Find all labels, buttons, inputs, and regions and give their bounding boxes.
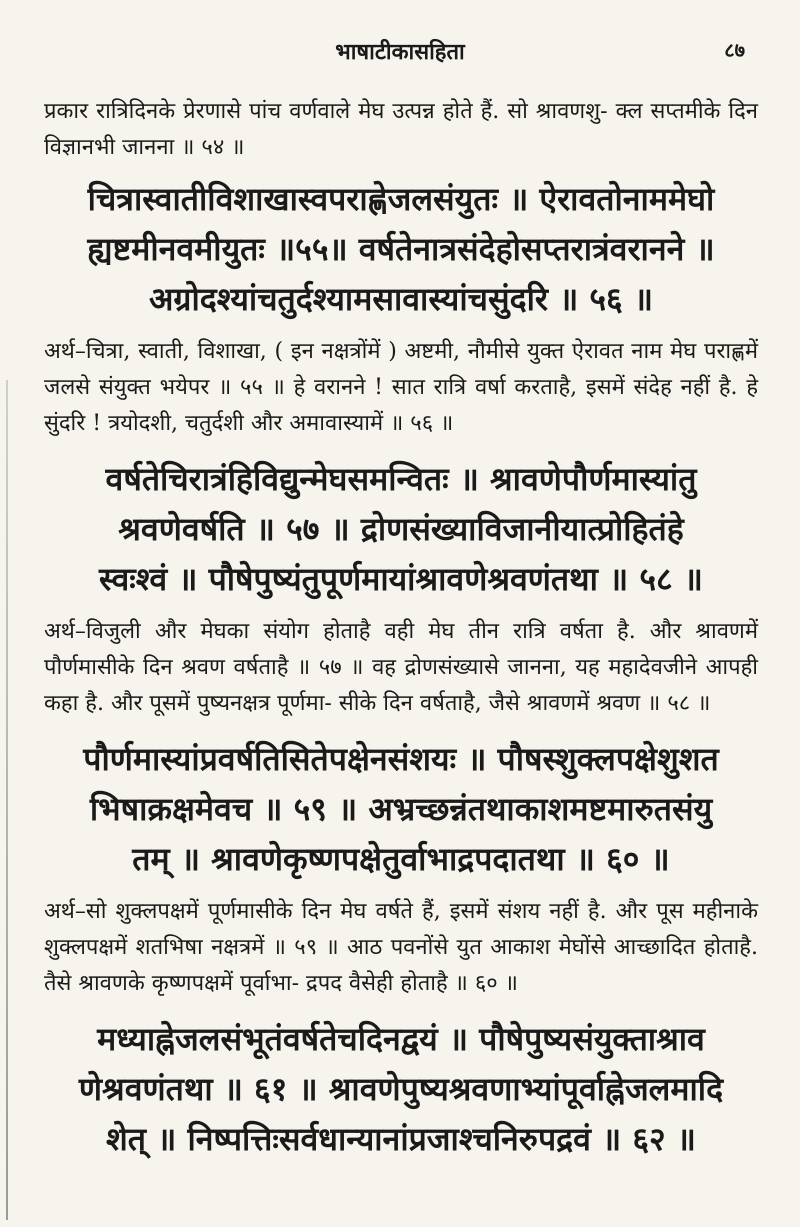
verse-line: णेश्रवणंतथा ॥ ६१ ॥ श्रावणेपुष्यश्रवणाभ्यांपूर्वाह्नेजलमादि xyxy=(78,1070,724,1108)
page-header xyxy=(0,0,800,70)
verse-line: भिषाक्रक्षमेवच ॥ ५९ ॥ अभ्रच्छन्नंतथाकाशमष्टमारुतसंयु xyxy=(89,790,713,828)
meaning-paragraph: अर्थ–विजुली और मेघका संयोग होताहै वही मेघ तीन रात्रि वर्षता है. और श्रावणमें पौर्णमासीके दिन श्रवण वर्षताहै ॥ ५७ ॥ वह द्रोणसंख्यासे जानना, यह महादेवजीने आपही कहा है. और पूसमें पुष्यनक्षत्र पूर्णमा- सीके दिन वर्षताहै, जैसे श्रावणमें श्रवण ॥ ५८ ॥ xyxy=(44,619,758,716)
block-3 xyxy=(44,734,758,1002)
verse-line: स्वःश्वं ॥ पौषेपुष्यंतुपूर्णमायांश्रावणेश्रवणंतथा ॥ ५८ ॥ xyxy=(99,560,703,598)
sanskrit-verse xyxy=(44,734,758,884)
verse-line: अग्रोदश्यांचतुर्दश्यामसावास्यांचसुंदरि ॥ ५६ ॥ xyxy=(148,280,653,318)
verse-line: ह्यष्टमीनवमीयुतः ॥५५॥ वर्षतेनात्रसंदेहोसप्तरात्रंवरानने ॥ xyxy=(87,230,715,268)
sanskrit-verse xyxy=(44,454,758,604)
page-body xyxy=(0,70,800,1164)
block-4 xyxy=(44,1014,758,1164)
meaning-paragraph: अर्थ–सो शुक्लपक्षमें पूर्णमासीके दिन मेघ वर्षते हैं, इसमें संशय नहीं है. और पूस महीनाके शुक्लपक्षमें शतभिषा नक्षत्रमें ॥ ५९ ॥ आठ पवनोंसे युत आकाश मेघोंसे आच्छादित होताहै. तैसे श्रावणके कृष्णपक्षमें पूर्वाभा- द्रपद वैसेही होताहै ॥ ६० ॥ xyxy=(44,899,758,996)
verse-line: वर्षतेचिरात्रंहिविद्युन्मेघसमन्वितः ॥ श्रावणेपौर्णमास्यांतु xyxy=(105,460,697,498)
sanskrit-verse xyxy=(44,1014,758,1164)
block-2 xyxy=(44,454,758,722)
verse-line: श्रवणेवर्षति ॥ ५७ ॥ द्रोणसंख्याविजानीयात्प्रोहितंहे xyxy=(118,510,684,548)
verse-line: शेत् ॥ निष्पत्तिःसर्वधान्यानांप्रजाश्चनिरुपद्रवं ॥ ६२ ॥ xyxy=(106,1120,696,1158)
verse-line: मध्याह्नेजलसंभूतंवर्षतेचदिनद्वयं ॥ पौषेपुष्यसंयुक्ताश्राव xyxy=(97,1020,705,1058)
running-title: भाषाटीकासहिता xyxy=(335,39,465,65)
intro-paragraph: प्रकार रात्रिदिनके प्रेरणासे पांच वर्णवाले मेघ उत्पन्न होते हैं. सो श्रावणशु- क्ल सप्तमीके दिन विज्ञानभी जानना ॥ ५४ ॥ xyxy=(44,99,758,160)
verse-line: पौर्णमास्यांप्रवर्षतिसितेपक्षेनसंशयः ॥ पौषस्शुक्लपक्षेशुशत xyxy=(83,740,719,778)
page-number: ८७ xyxy=(724,38,745,62)
verse-line: तम् ॥ श्रावणेकृष्णपक्षेतुर्वाभाद्रपदातथा ॥ ६० ॥ xyxy=(132,840,670,878)
verse-line: चित्रास्वातीविशाखास्वपराह्णेजलसंयुतः ॥ ऐरावतोनाममेघो xyxy=(87,180,715,218)
page-edge-shadow xyxy=(6,380,8,1220)
sanskrit-verse xyxy=(44,174,758,324)
block-1 xyxy=(44,174,758,442)
meaning-paragraph: अर्थ–चित्रा, स्वाती, विशाखा, ( इन नक्षत्रोंमें ) अष्टमी, नौमीसे युक्त ऐरावत नाम मेघ पराह्णमें जलसे संयुक्त भयेपर ॥ ५५ ॥ हे वरानने ! सात रात्रि वर्षा करताहै, इसमें संदेह नहीं है. हे सुंदरि ! त्रयोदशी, चतुर्दशी और अमावास्यामें ॥ ५६ ॥ xyxy=(44,339,758,436)
